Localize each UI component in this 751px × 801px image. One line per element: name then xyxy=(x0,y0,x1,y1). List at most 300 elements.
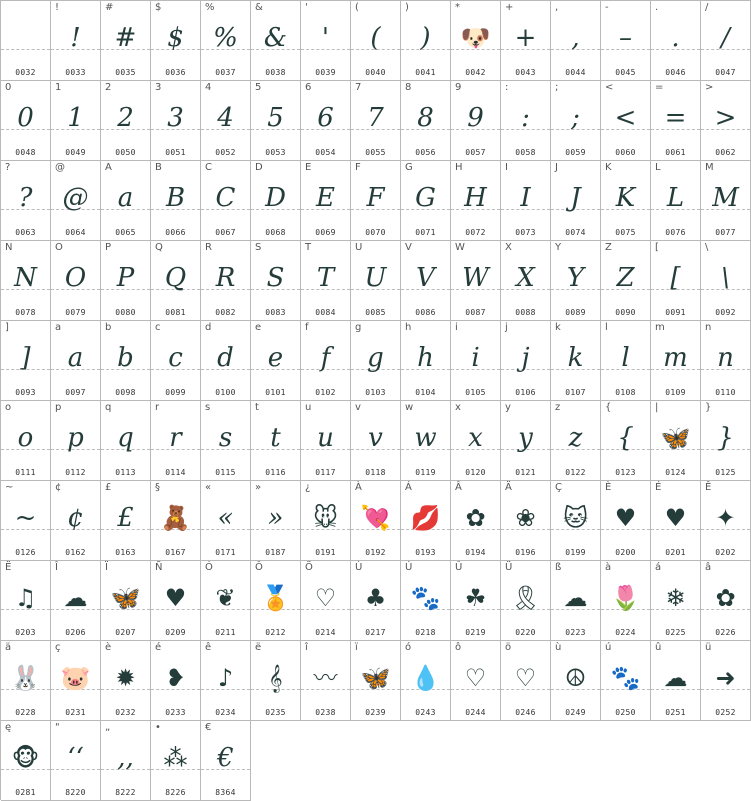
glyph-preview: o xyxy=(17,423,34,453)
music-notes-icon: ♫ xyxy=(14,584,37,612)
glyph-char-label: Á xyxy=(405,482,412,493)
glyph-preview: : xyxy=(521,103,530,133)
glyph-char-label: : xyxy=(505,82,509,93)
glyph-code: 0191 xyxy=(315,548,336,557)
glyph-char-label: S xyxy=(255,242,262,253)
glyph-char-label: a xyxy=(55,322,62,333)
glyph-code: 0122 xyxy=(565,468,586,477)
glyph-char-label: D xyxy=(255,162,263,173)
glyph-preview: g xyxy=(367,343,384,373)
glyph-code: 0036 xyxy=(165,68,186,77)
glyph-char-label: K xyxy=(605,162,612,173)
glyph-cell xyxy=(351,81,401,161)
glyph-code: 0251 xyxy=(665,708,686,717)
glyph-char-label: Z xyxy=(605,242,612,253)
glyph-cell xyxy=(201,481,251,561)
glyph-code: 0047 xyxy=(715,68,736,77)
glyph-code: 0114 xyxy=(165,468,186,477)
glyph-char-label: # xyxy=(105,2,114,13)
glyph-code: 0044 xyxy=(565,68,586,77)
glyph-cell xyxy=(401,161,451,241)
glyph-cell xyxy=(251,1,301,81)
broken-heart-icon: ♥ xyxy=(664,504,687,532)
glyph-char-label: e xyxy=(255,322,262,333)
glyph-code: 0110 xyxy=(715,388,736,397)
glyph-cell xyxy=(351,241,401,321)
grid-border-top xyxy=(0,0,751,1)
glyph-preview: B xyxy=(165,183,186,213)
faint-cloud-icon: ☁ xyxy=(563,584,588,612)
peace-icon: ☮ xyxy=(564,664,587,692)
glyph-cell xyxy=(401,241,451,321)
glyph-code: 0125 xyxy=(715,468,736,477)
glyph-code: 0108 xyxy=(615,388,636,397)
glyph-cell xyxy=(651,161,701,241)
glyph-code: 0228 xyxy=(15,708,36,717)
glyph-char-label: P xyxy=(105,242,112,253)
snowflake-icon: ❄ xyxy=(665,584,686,612)
glyph-cell xyxy=(201,561,251,641)
glyph-code: 0062 xyxy=(715,148,736,157)
glyph-char-label: p xyxy=(55,402,62,413)
glyph-cell xyxy=(301,321,351,401)
glyph-cell xyxy=(651,81,701,161)
glyph-code: 0060 xyxy=(615,148,636,157)
glyph-cell xyxy=(651,561,701,641)
glyph-preview: < xyxy=(614,103,637,133)
glyph-char-label: Ö xyxy=(305,562,313,573)
glyph-char-label: L xyxy=(655,162,661,173)
glyph-code: 0243 xyxy=(415,708,436,717)
glyph-cell xyxy=(1,561,51,641)
glyph-cell xyxy=(701,81,751,161)
glyph-char-label: ô xyxy=(455,642,462,653)
glyph-code: 0126 xyxy=(15,548,36,557)
glyph-code: 0090 xyxy=(615,308,636,317)
glyph-preview: O xyxy=(64,263,87,293)
glyph-preview: v xyxy=(368,423,383,453)
glyph-char-label: o xyxy=(5,402,12,413)
glyph-cell xyxy=(51,81,101,161)
glyph-preview: ¢ xyxy=(67,503,84,533)
glyph-char-label: ¿ xyxy=(305,482,311,493)
glyph-code: 0193 xyxy=(415,548,436,557)
flower-icon: ✿ xyxy=(715,584,736,612)
doodle-heart-icon: ♡ xyxy=(464,664,487,692)
glyph-code: 0246 xyxy=(515,708,536,717)
glyph-preview: f xyxy=(320,343,331,373)
mouse-face-icon: 🐭 xyxy=(312,504,339,532)
glyph-char-label: s xyxy=(205,402,211,413)
glyph-char-label: , xyxy=(555,2,559,13)
glyph-cell xyxy=(551,1,601,81)
glyph-preview: 6 xyxy=(317,103,334,133)
glyph-preview: $ xyxy=(167,23,184,53)
glyph-code: 0103 xyxy=(365,388,386,397)
glyph-char-label: é xyxy=(155,642,162,653)
glyph-char-label: ; xyxy=(555,82,559,93)
glyph-code: 0162 xyxy=(65,548,86,557)
glyph-char-label: Ó xyxy=(205,562,213,573)
glyph-cell xyxy=(1,1,51,81)
glyph-cell xyxy=(501,1,551,81)
glyph-code: 0038 xyxy=(265,68,286,77)
glyph-code: 0109 xyxy=(665,388,686,397)
glyph-char-label: N xyxy=(5,242,13,253)
glyph-char-label: • xyxy=(155,722,161,733)
glyph-char-label: | xyxy=(655,402,659,413)
glyph-preview: c xyxy=(168,343,183,373)
glyph-cell xyxy=(651,641,701,721)
glyph-char-label: Ù xyxy=(355,562,363,573)
glyph-preview: « xyxy=(217,503,234,533)
glyph-char-label: € xyxy=(205,722,212,733)
lips-icon: 💋 xyxy=(410,504,441,532)
glyph-preview: X xyxy=(516,263,535,293)
glyph-cell xyxy=(351,321,401,401)
glyph-code: 0203 xyxy=(15,628,36,637)
glyph-code: 0073 xyxy=(515,228,536,237)
glyph-cell xyxy=(651,481,701,561)
glyph-preview: C xyxy=(215,183,236,213)
glyph-cell xyxy=(101,481,151,561)
glyph-code: 0048 xyxy=(15,148,36,157)
glyph-cell xyxy=(201,321,251,401)
glyph-cell xyxy=(551,481,601,561)
glyph-cell xyxy=(351,1,401,81)
glyph-char-label: = xyxy=(655,82,664,93)
glyph-code: 0118 xyxy=(365,468,386,477)
glyph-char-label: b xyxy=(105,322,112,333)
glyph-preview: H xyxy=(464,183,487,213)
glyph-preview: y xyxy=(518,423,533,453)
glyph-char-label: ü xyxy=(705,642,712,653)
glyph-cell xyxy=(1,241,51,321)
glyph-cell xyxy=(201,1,251,81)
glyph-code: 0239 xyxy=(365,708,386,717)
glyph-char-label: M xyxy=(705,162,714,173)
cloud-icon: ☁ xyxy=(63,584,88,612)
hearts-arrow-icon: 💘 xyxy=(360,504,391,532)
glyph-code: 0075 xyxy=(615,228,636,237)
glyph-cell xyxy=(701,321,751,401)
glyph-cell xyxy=(201,241,251,321)
glyph-char-label: „ xyxy=(105,722,111,733)
glyph-cell xyxy=(251,561,301,641)
glyph-preview: x xyxy=(468,423,483,453)
glyph-code: 0035 xyxy=(115,68,136,77)
glyph-code: 0217 xyxy=(365,628,386,637)
glyph-code: 0252 xyxy=(715,708,736,717)
glyph-code: 0105 xyxy=(465,388,486,397)
glyph-preview: [ xyxy=(670,263,681,293)
glyph-preview: # xyxy=(114,23,137,53)
glyph-char-label: 7 xyxy=(355,82,362,93)
arrow-right-icon: ➜ xyxy=(715,664,736,692)
glyph-char-label: B xyxy=(155,162,162,173)
grid-border-left xyxy=(0,0,1,800)
glyph-code: 0067 xyxy=(215,228,236,237)
butterfly-icon: 🦋 xyxy=(660,424,691,452)
glyph-code: 0224 xyxy=(615,628,636,637)
glyph-char-label: 8 xyxy=(405,82,412,93)
glyph-code: 0093 xyxy=(15,388,36,397)
glyph-cell xyxy=(601,1,651,81)
glyph-cell xyxy=(1,401,51,481)
glyph-cell xyxy=(51,161,101,241)
glyph-cell xyxy=(101,321,151,401)
glyph-code: 0225 xyxy=(665,628,686,637)
glyph-cell xyxy=(551,641,601,721)
music-note-icon: ♪ xyxy=(217,664,234,692)
glyph-cell xyxy=(1,321,51,401)
glyph-cell xyxy=(251,81,301,161)
glyph-code: 0120 xyxy=(465,468,486,477)
glyph-char-label: Ä xyxy=(505,482,512,493)
glyph-preview: 2 xyxy=(117,103,134,133)
glyph-code: 0041 xyxy=(415,68,436,77)
glyph-char-label: è xyxy=(105,642,112,653)
glyph-cell xyxy=(251,321,301,401)
monkey-face-icon: 🐵 xyxy=(11,744,40,772)
glyph-char-label: z xyxy=(555,402,561,413)
glyph-cell xyxy=(401,321,451,401)
glyph-char-label: - xyxy=(605,2,609,13)
glyph-cell xyxy=(601,321,651,401)
glyph-code: 0112 xyxy=(65,468,86,477)
glyph-preview: M xyxy=(712,183,739,213)
glyph-code: 0207 xyxy=(115,628,136,637)
mustache-icon: 〰 xyxy=(313,664,338,692)
glyph-code: 0250 xyxy=(615,708,636,717)
glyph-char-label: ( xyxy=(355,2,359,13)
glyph-char-label: Û xyxy=(455,562,463,573)
glyph-preview: p xyxy=(67,423,84,453)
glyph-cell xyxy=(551,561,601,641)
pig-face-icon: 🐷 xyxy=(60,664,91,692)
glyph-char-label: ä xyxy=(5,642,12,653)
glyph-cell xyxy=(301,401,351,481)
glyph-cell xyxy=(51,641,101,721)
glyph-char-label: < xyxy=(605,82,614,93)
glyph-code: 0058 xyxy=(515,148,536,157)
glyph-code: 0104 xyxy=(415,388,436,397)
glyph-code: 0212 xyxy=(265,628,286,637)
glyph-char-label: Â xyxy=(455,482,462,493)
glyph-preview: T xyxy=(316,263,335,293)
glyph-code: 0050 xyxy=(115,148,136,157)
glyph-preview xyxy=(1,18,50,58)
glyph-preview: n xyxy=(717,343,734,373)
glyph-code: 0099 xyxy=(165,388,186,397)
ribbon-icon: 🎗 xyxy=(510,584,541,612)
glyph-code: 0214 xyxy=(315,628,336,637)
glyph-preview: ' xyxy=(321,23,330,53)
glyph-cell xyxy=(601,161,651,241)
glyph-preview: » xyxy=(267,503,284,533)
glyph-code: 8226 xyxy=(165,788,186,797)
cat-face-icon: 🐱 xyxy=(562,504,589,532)
glyph-char-label: * xyxy=(455,2,460,13)
glyph-char-label: / xyxy=(705,2,709,13)
glyph-preview: I xyxy=(520,183,531,213)
glyph-preview: w xyxy=(414,423,437,453)
glyph-char-label: V xyxy=(405,242,412,253)
glyph-char-label: á xyxy=(655,562,662,573)
glyph-preview: b xyxy=(117,343,134,373)
glyph-code: 0053 xyxy=(265,148,286,157)
glyph-code: 0199 xyxy=(565,548,586,557)
glyph-code: 0233 xyxy=(165,708,186,717)
glyph-cell xyxy=(401,1,451,81)
glyph-code: 0079 xyxy=(65,308,86,317)
glyph-cell xyxy=(351,401,401,481)
glyph-code: 0098 xyxy=(115,388,136,397)
glyph-char-label: Î xyxy=(55,562,58,573)
glyph-preview: S xyxy=(266,263,285,293)
glyph-cell xyxy=(1,721,51,801)
glyph-code: 0088 xyxy=(515,308,536,317)
glyph-char-label: ę xyxy=(5,722,12,733)
glyph-preview: ! xyxy=(70,23,81,53)
glyph-cell xyxy=(151,161,201,241)
glyph-char-label: ! xyxy=(55,2,60,13)
glyph-cell xyxy=(701,401,751,481)
glyph-cell xyxy=(151,81,201,161)
glyph-code: 0071 xyxy=(415,228,436,237)
glyph-cell xyxy=(451,161,501,241)
glyph-cell xyxy=(151,1,201,81)
glyph-code: 0076 xyxy=(665,228,686,237)
glyph-code: 0218 xyxy=(415,628,436,637)
glyph-preview: 0 xyxy=(17,103,34,133)
glyph-cell xyxy=(151,641,201,721)
glyph-code: 0082 xyxy=(215,308,236,317)
glyph-code: 0232 xyxy=(115,708,136,717)
glyph-code: 0087 xyxy=(465,308,486,317)
glyph-char-label: x xyxy=(455,402,461,413)
glyph-preview: = xyxy=(664,103,687,133)
glyph-code: 0070 xyxy=(365,228,386,237)
glyph-cell xyxy=(201,721,251,801)
glyph-cell xyxy=(151,321,201,401)
glyph-preview: % xyxy=(213,23,238,53)
glyph-cell xyxy=(201,161,251,241)
treble-clef-icon: 𝄞 xyxy=(268,664,283,692)
glyph-cell xyxy=(451,241,501,321)
glyph-cell xyxy=(551,161,601,241)
glyph-char-label: ' xyxy=(305,2,308,13)
glyph-char-label: £ xyxy=(105,482,112,493)
glyph-preview: a xyxy=(67,343,84,373)
glyph-preview: J xyxy=(570,183,581,213)
glyph-code: 0163 xyxy=(115,548,136,557)
glyph-preview: ,, xyxy=(117,743,134,773)
glyph-code: 0209 xyxy=(165,628,186,637)
pinecone-icon: ❦ xyxy=(215,584,236,612)
glyph-code: 0083 xyxy=(265,308,286,317)
glyph-cell xyxy=(51,721,101,801)
glyph-code: 0194 xyxy=(465,548,486,557)
glyph-preview: W xyxy=(462,263,489,293)
glyph-code: 0054 xyxy=(315,148,336,157)
glyph-cell xyxy=(101,161,151,241)
glyph-char-label: ó xyxy=(405,642,412,653)
glyph-code: 0123 xyxy=(615,468,636,477)
glyph-preview: ‘‘ xyxy=(67,743,84,773)
glyph-cell xyxy=(601,641,651,721)
glyph-code: 0072 xyxy=(465,228,486,237)
glyph-preview: R xyxy=(215,263,236,293)
glyph-char-label: ù xyxy=(555,642,562,653)
glyph-code: 0084 xyxy=(315,308,336,317)
glyph-char-label: j xyxy=(505,322,508,333)
clover-icon: ♣ xyxy=(364,584,387,612)
glyph-code: 0091 xyxy=(665,308,686,317)
award-ribbon-icon: 🏅 xyxy=(260,584,291,612)
glyph-preview: V xyxy=(416,263,435,293)
glyph-cell xyxy=(151,401,201,481)
glyph-cell xyxy=(551,241,601,321)
glyph-preview: { xyxy=(617,423,634,453)
glyph-code: 0068 xyxy=(265,228,286,237)
glyph-cell xyxy=(251,481,301,561)
glyph-char-label: r xyxy=(155,402,160,413)
glyph-code: 0033 xyxy=(65,68,86,77)
glyph-code: 0055 xyxy=(365,148,386,157)
glyph-code: 0202 xyxy=(715,548,736,557)
glyph-code: 8364 xyxy=(215,788,236,797)
glyph-preview: E xyxy=(316,183,335,213)
glyph-cell xyxy=(251,641,301,721)
cloud-icon: ☁ xyxy=(663,664,688,692)
glyph-code: 0220 xyxy=(515,628,536,637)
glyph-cell xyxy=(101,721,151,801)
glyph-code: 0106 xyxy=(515,388,536,397)
glyph-char-label: \ xyxy=(705,242,709,253)
glyph-preview: k xyxy=(567,343,584,373)
glyph-cell xyxy=(501,161,551,241)
glyph-preview: 8 xyxy=(417,103,434,133)
glyph-cell xyxy=(601,401,651,481)
glyph-preview: ) xyxy=(420,23,431,53)
glyph-preview: @ xyxy=(62,183,89,213)
glyph-char-label: R xyxy=(205,242,212,253)
glyph-code: 0200 xyxy=(615,548,636,557)
glyph-cell xyxy=(501,241,551,321)
glyph-cell xyxy=(601,81,651,161)
glyph-code: 0223 xyxy=(565,628,586,637)
glyph-char-label: H xyxy=(455,162,463,173)
glyph-cell xyxy=(601,561,651,641)
glyph-preview: – xyxy=(619,23,632,53)
glyph-preview: Y xyxy=(566,263,585,293)
glyph-code: 0043 xyxy=(515,68,536,77)
glyph-char-label: . xyxy=(655,2,659,13)
glyph-code: 0219 xyxy=(465,628,486,637)
glyph-preview: j xyxy=(521,343,530,373)
glyph-cell xyxy=(551,321,601,401)
glyph-cell xyxy=(351,561,401,641)
glyph-char-label: 4 xyxy=(205,82,212,93)
glyph-cell xyxy=(51,561,101,641)
glyph-preview: \ xyxy=(721,263,730,293)
glyph-char-label: W xyxy=(455,242,465,253)
glyph-char-label: 9 xyxy=(455,82,462,93)
glyph-cell xyxy=(251,161,301,241)
glyph-cell xyxy=(201,401,251,481)
glyph-char-label: J xyxy=(555,162,558,173)
